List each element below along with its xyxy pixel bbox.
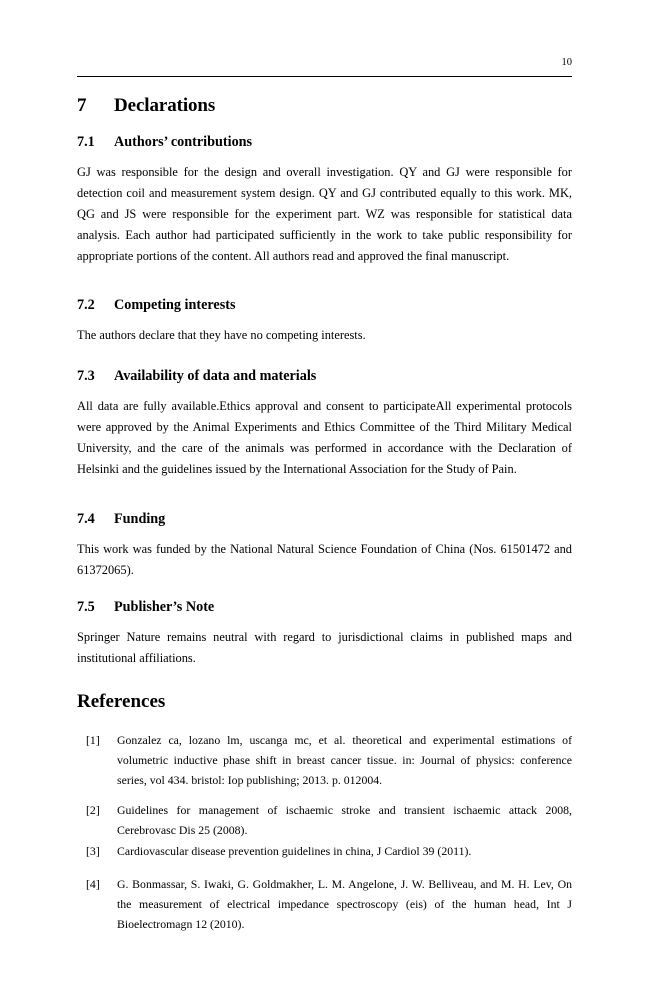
paragraph-competing-interests: The authors declare that they have no competing interests. [77, 328, 366, 342]
subsection-number: 7.3 [77, 368, 95, 384]
section-title: Declarations [114, 95, 216, 116]
subsection-number: 7.5 [77, 599, 95, 615]
reference-item [86, 730, 572, 790]
reference-item [86, 800, 572, 840]
subsection-heading-availability [77, 368, 572, 384]
reference-text: Cardiovascular disease prevention guidelines in china, J Cardiol 39 (2011). [117, 844, 472, 858]
header-rule [77, 76, 572, 77]
subsection-title: Authors’ contributions [114, 134, 253, 150]
section-number: 7 [77, 95, 87, 116]
subsection-number: 7.4 [77, 511, 95, 527]
reference-tag: [3] [86, 844, 100, 858]
subsection-heading-funding [77, 511, 572, 527]
reference-text: Guidelines for management of ischaemic stroke and transient ischaemic attack 2008, Cerebrovasc Dis 25 (2008). [117, 803, 572, 837]
reference-text: Gonzalez ca, lozano lm, uscanga mc, et al. theoretical and experimental estimations of volumetric inductive phase shift in breast cancer tissue. in: Journal of physics: conference series, vol 434. bristol: Iop publishing; 2013. p. 012004. [117, 733, 572, 787]
reference-tag: [2] [86, 803, 100, 817]
paragraph-availability: All data are fully available.Ethics approval and consent to participateAll experimental protocols were approved by the Animal Experiments and Ethics Committee of the Third Military Medical University, and the care of the animals was performed in accordance with the Declaration of Helsinki and the guidelines issued by the International Association for the Study of Pain. [77, 399, 572, 476]
page-number: 10 [561, 57, 572, 68]
subsection-title: Availability of data and materials [114, 368, 317, 384]
subsection-heading-publishers-note [77, 599, 572, 615]
reference-item [86, 874, 572, 934]
paragraph-authors-contributions: GJ was responsible for the design and overall investigation. QY and GJ were responsible for detection coil and measurement system design. QY and GJ contributed equally to this work. MK, QG and JS were responsible for the experiment part. WZ was responsible for statistical data analysis. Each author had participated sufficiently in the work to take public responsibility for appropriate portions of the content. All authors read and approved the final manuscript. [77, 165, 572, 263]
subsection-title: Funding [114, 511, 166, 527]
references-heading: References [77, 691, 166, 712]
subsection-heading-competing-interests [77, 297, 572, 313]
paragraph-funding: This work was funded by the National Natural Science Foundation of China (Nos. 61501472 and 61372065). [77, 542, 572, 577]
section-heading-declarations [77, 95, 572, 117]
subsection-title: Publisher’s Note [114, 599, 215, 615]
subsection-number: 7.1 [77, 134, 95, 150]
reference-tag: [4] [86, 877, 100, 891]
reference-text: G. Bonmassar, S. Iwaki, G. Goldmakher, L. M. Angelone, J. W. Belliveau, and M. H. Lev, On the measurement of electrical impedance spectroscopy (eis) of the human head, Int J Bioelectromagn 12 (2010). [117, 877, 572, 931]
subsection-title: Competing interests [114, 297, 236, 313]
reference-tag: [1] [86, 733, 100, 747]
subsection-number: 7.2 [77, 297, 95, 313]
paragraph-publishers-note: Springer Nature remains neutral with regard to jurisdictional claims in published maps and institutional affiliations. [77, 630, 572, 665]
reference-item [86, 841, 572, 861]
subsection-heading-authors-contributions [77, 134, 572, 150]
